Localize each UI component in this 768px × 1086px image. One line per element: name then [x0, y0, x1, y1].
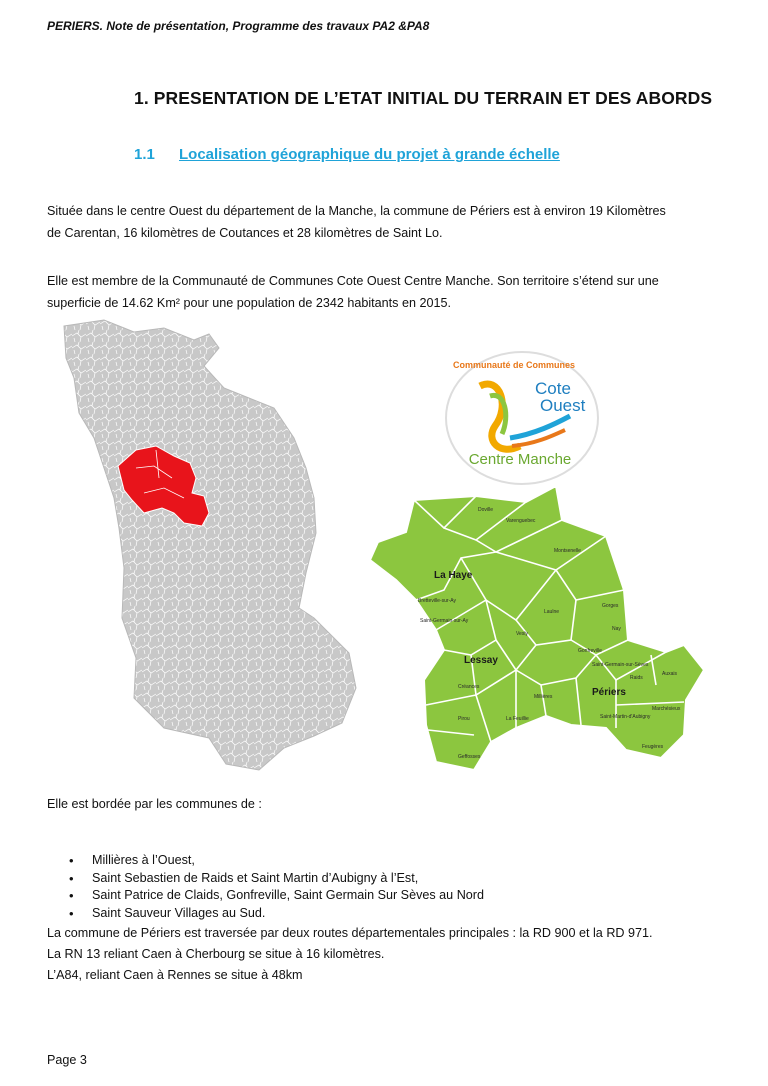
logo-top-text: Communauté de Communes — [452, 360, 576, 370]
logo-line2: Ouest — [540, 396, 586, 415]
subsection-title: Localisation géographique du projet à grande échelle — [179, 146, 560, 163]
paragraph-line: Elle est membre de la Communauté de Communes Cote Ouest Centre Manche. Son territoire s’étend sur une — [47, 274, 659, 288]
map-label-la-haye: La Haye — [434, 570, 473, 581]
logo-line1: Cote — [535, 379, 571, 398]
paragraph-location — [47, 200, 727, 244]
list-item: • Saint Sauveur Villages au Sud. — [47, 905, 484, 923]
section-title: PRESENTATION DE L’ETAT INITIAL DU TERRAIN ET DES ABORDS — [153, 88, 713, 108]
map-label-small: Varenguebec — [506, 518, 536, 524]
section-number: 1. — [134, 88, 149, 108]
map-label-small: Gonfreville — [578, 648, 602, 654]
community-map — [366, 480, 708, 780]
logo-line3: Centre Manche — [468, 451, 572, 468]
map-label-small: Pirou — [458, 716, 470, 722]
map-label-small: Bretteville-sur-Ay — [418, 598, 456, 604]
page-number: Page 3 — [47, 1053, 87, 1067]
map-label-small: Saint-Germain-sur-Ay — [420, 618, 469, 624]
map-label-small: Auxais — [662, 671, 678, 677]
map-label-small: Gorges — [602, 603, 619, 609]
list-item: • Millières à l’Ouest, — [47, 852, 484, 870]
map-label-lessay: Lessay — [464, 655, 498, 666]
map-label-small: Raids — [630, 675, 643, 681]
map-label-small: Laulne — [544, 609, 560, 615]
paragraph-line: superficie de 14.62 Km² pour une population de 2342 habitants en 2015. — [47, 296, 451, 310]
map-label-small: Saint-Martin-d'Aubigny — [600, 714, 651, 720]
paragraph-bordering: Elle est bordée par les communes de : — [47, 797, 262, 811]
paragraph-line: La RN 13 reliant Caen à Cherbourg se situe à 16 kilomètres. — [47, 947, 385, 961]
running-header: PERIERS. Note de présentation, Programme des travaux PA2 &PA8 — [47, 19, 430, 33]
map-label-small: Geffosses — [458, 754, 481, 760]
map-label-periers: Périers — [592, 687, 626, 698]
map-label-small: Feugères — [642, 744, 664, 750]
paragraph-line: Située dans le centre Ouest du département de la Manche, la commune de Périers est à environ 19 Kilomètres — [47, 204, 666, 218]
map-label-small: Nay — [612, 626, 621, 632]
map-label-small: Marchésieux — [652, 706, 681, 712]
paragraph-community — [47, 270, 727, 314]
map-label-small: Doville — [478, 507, 494, 513]
manche-department-map — [44, 318, 360, 778]
paragraph-line: de Carentan, 16 kilomètres de Coutances et 28 kilomètres de Saint Lo. — [47, 226, 443, 240]
list-item: • Saint Patrice de Claids, Gonfreville, Saint Germain Sur Sèves au Nord — [47, 887, 484, 905]
community-outline — [370, 486, 704, 770]
map-label-small: Montsenelle — [554, 548, 581, 554]
map-label-small: Saint-Germain-sur-Sèves — [592, 662, 649, 668]
community-logo — [440, 346, 600, 486]
list-item: • Saint Sebastien de Raids et Saint Martin d’Aubigny à l’Est, — [47, 870, 484, 888]
map-label-small: Vesly — [516, 631, 528, 637]
map-label-small: La Feuillie — [506, 716, 529, 722]
paragraph-line: L’A84, reliant Caen à Rennes se situe à 48km — [47, 968, 303, 982]
section-heading — [134, 88, 712, 109]
map-label-small: Créances — [458, 684, 480, 690]
map-label-small: Millières — [534, 694, 553, 700]
subsection-number: 1.1 — [134, 146, 155, 163]
subsection-heading — [134, 146, 560, 163]
bordering-communes-list — [47, 852, 484, 922]
paragraph-line: La commune de Périers est traversée par deux routes départementales principales : la RD 900 et la RD 971. — [47, 926, 653, 940]
roads-paragraph — [47, 923, 653, 986]
department-outline — [64, 320, 356, 770]
